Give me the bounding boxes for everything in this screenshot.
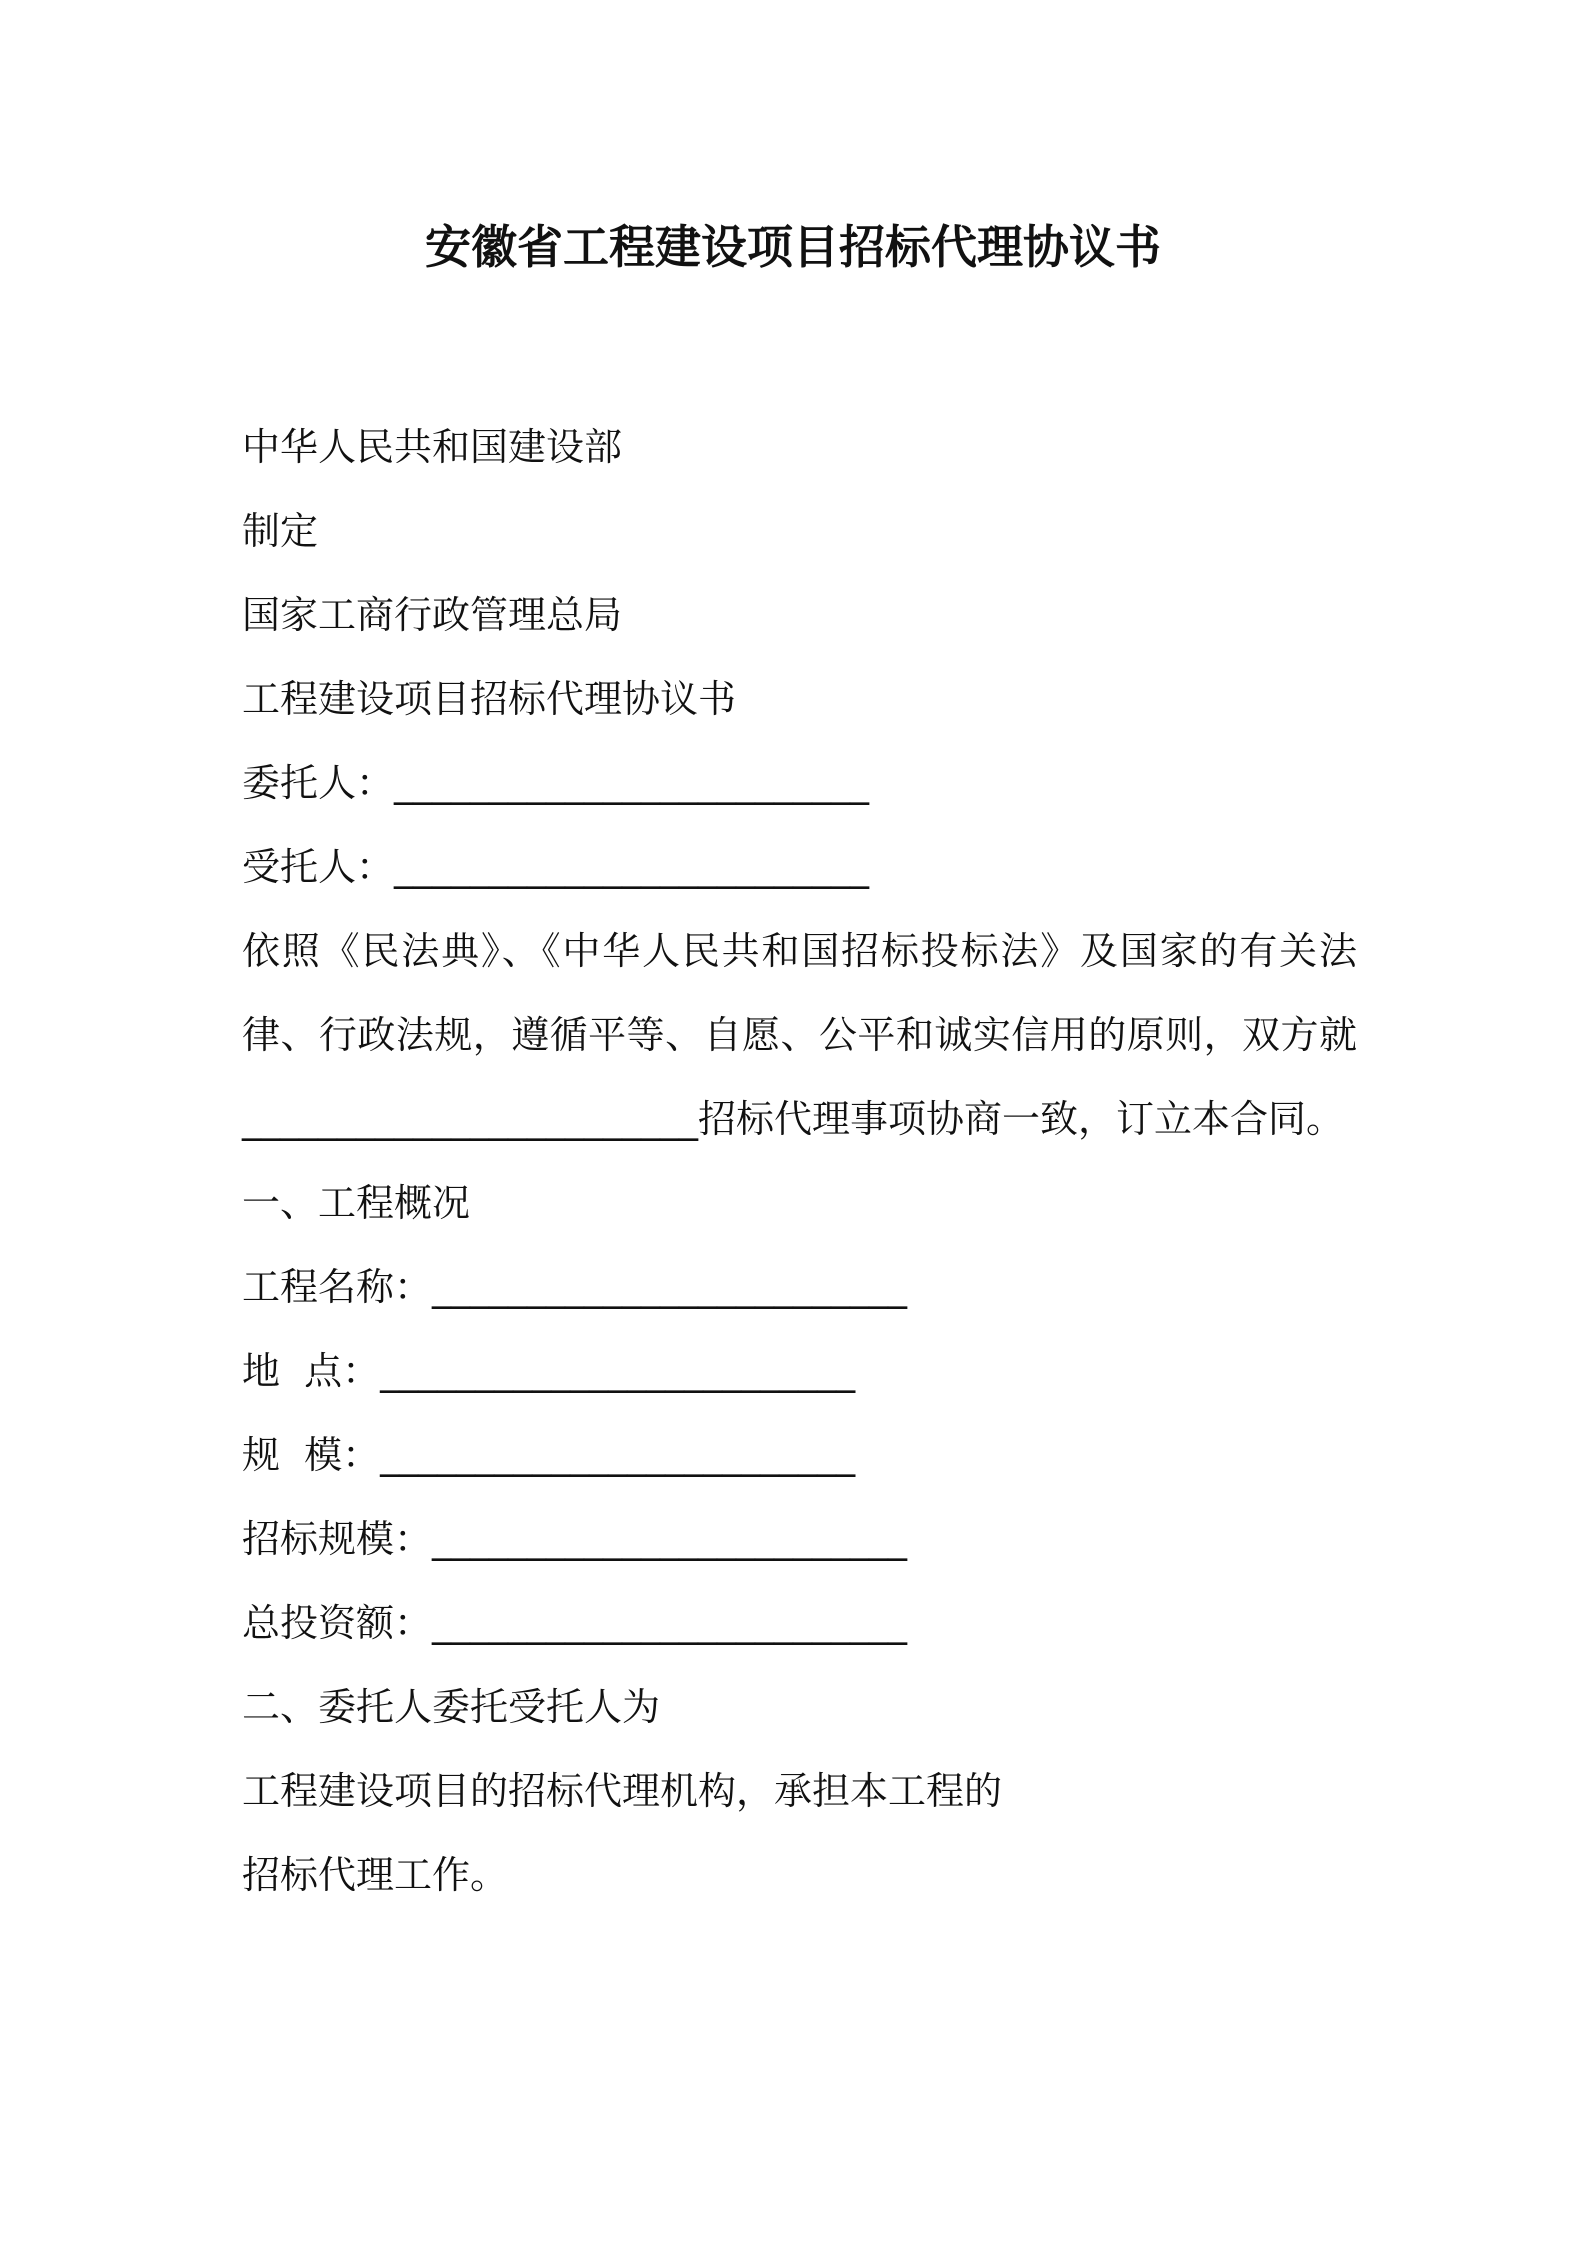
section2-heading: 二、委托人委托受托人为: [242, 1685, 661, 1729]
agent-field: 受托人：_________________________: [242, 845, 870, 889]
document-title: 安徽省工程建设项目招标代理协议书: [425, 220, 1161, 274]
issuer-line-1: 中华人民共和国建设部: [242, 425, 623, 469]
location-field: 地 点：_________________________: [242, 1349, 856, 1393]
total-investment-field: 总投资额：_________________________: [242, 1601, 908, 1645]
principal-field: 委托人：_________________________: [242, 761, 870, 805]
agreement-name-line: 工程建设项目招标代理协议书: [242, 677, 737, 721]
project-name-field: 工程名称：_________________________: [242, 1265, 908, 1309]
issuer-line-2: 制定: [242, 509, 319, 553]
section2-line-2: 招标代理工作。: [242, 1853, 509, 1897]
document-body: [242, 405, 1357, 1917]
scale-field: 规 模：_________________________: [242, 1433, 856, 1477]
section1-heading: 一、工程概况: [242, 1181, 471, 1225]
section2-line-1: 工程建设项目的招标代理机构，承担本工程的: [242, 1769, 1003, 1813]
intro-paragraph: 依照《民法典》、《中华人民共和国招标投标法》及国家的有关法律、行政法规，遵循平等、自愿、公平和诚实信用的原则，双方就________________________招标代理事项协商一致，订立本合同。: [242, 929, 1357, 1141]
issuer-line-3: 国家工商行政管理总局: [242, 593, 623, 637]
tender-scale-field: 招标规模：_________________________: [242, 1517, 908, 1561]
